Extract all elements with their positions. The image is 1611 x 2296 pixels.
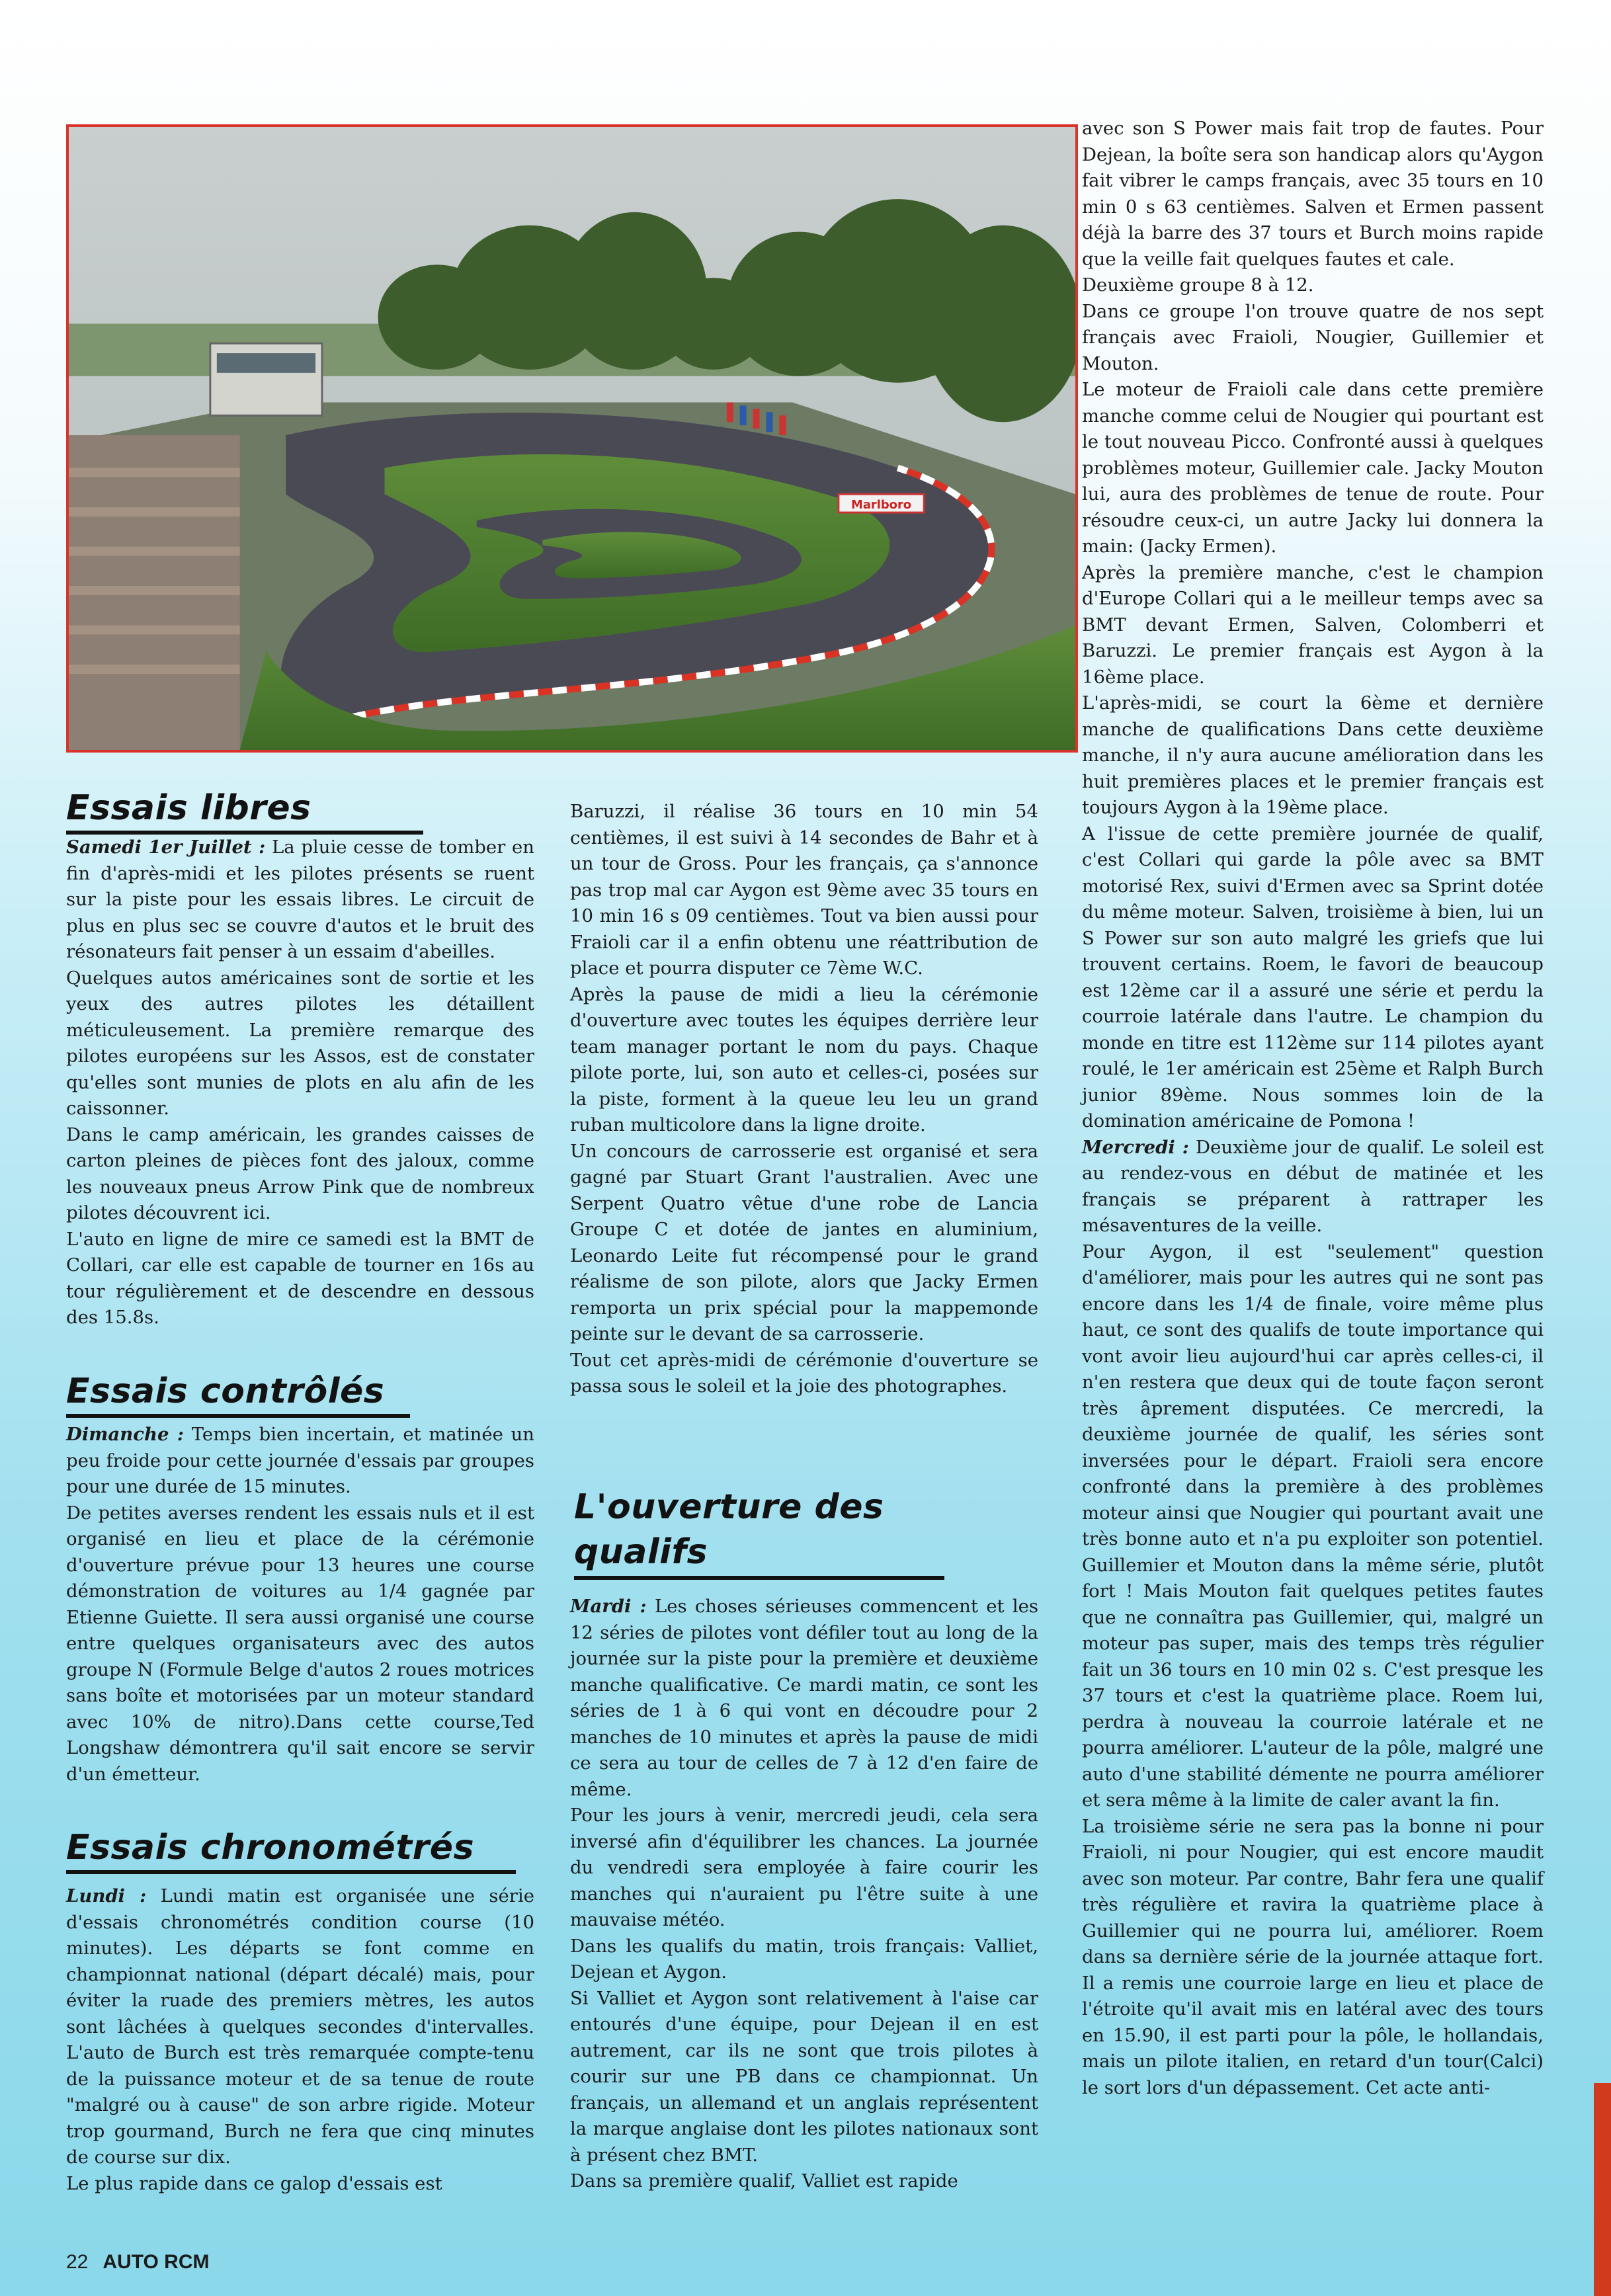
paragraph-text: La pluie cesse de tomber en fin d'après-midi et les pilotes présents se ruent sur la piste pour les essais libres. Le circuit de plus en plus sec se couvre d'autos et le bruit des résonateurs fait penser à un essaim d'abeilles.: [66, 837, 534, 962]
heading-essais-chronometres-text: Essais chronométrés: [66, 1828, 475, 1867]
paragraph: Dans les qualifs du matin, trois français: Valliet, Dejean et Aygon.: [570, 1935, 1038, 1983]
race-track-photo: [66, 124, 1078, 753]
heading-ouverture-qualifs-text: L'ouverture des qualifs: [574, 1487, 884, 1572]
heading-essais-chronometres: [66, 1826, 516, 1874]
paragraph-lead: Mardi :: [570, 1596, 647, 1617]
paragraph: [66, 1883, 534, 2171]
paragraph-text: Temps bien incertain, et matinée un peu froide pour cette journée d'essais par groupes pour une durée de 15 minutes.: [66, 1424, 534, 1497]
page-edge-strip: [1594, 2083, 1611, 2296]
paragraph: avec son S Power mais fait trop de fautes. Pour Dejean, la boîte sera son handicap alors qu'Aygon fait vibrer le camps français, avec 35 tours en 10 min 0 s 63 centièmes. Salven et Ermen passent déjà la barre des 37 tours et Burch moins rapide que la veille fait quelques fautes et cale.: [1082, 118, 1544, 270]
paragraph: Baruzzi, il réalise 36 tours en 10 min 54 centièmes, il est suivi à 14 secondes de Bahr et à un tour de Gross. Pour les français, ça s'annonce pas trop mal car Aygon est 9ème avec 35 tours en 10 min 16 s 09 centièmes. Tout va bien aussi pour Fraioli car il a enfin obtenu une réattribution de place et pourra disputer ce 7ème W.C.: [570, 801, 1038, 979]
heading-ouverture-qualifs: [574, 1485, 944, 1580]
paragraph: [570, 1594, 1038, 1803]
paragraph: Dans le camp américain, les grandes caisses de carton pleines de pièces font des jaloux, comme les nouveaux pneus Arrow Pink que de nombreux pilotes découvrent ici.: [66, 1124, 534, 1223]
column-1-section-3: [66, 1883, 534, 2197]
paragraph: Le plus rapide dans ce galop d'essais est: [66, 2172, 442, 2194]
paragraph: L'auto en ligne de mire ce samedi est la BMT de Collari, car elle est capable de tourner en 16s au tour régulièrement et de descendre en dessous des 15.8s.: [66, 1228, 534, 1328]
heading-essais-controles-text: Essais contrôlés: [66, 1372, 385, 1411]
paragraph: Tout cet après-midi de cérémonie d'ouverture se passa sous le soleil et la joie des photographes.: [570, 1349, 1038, 1397]
paragraph: Le moteur de Fraioli cale dans cette première manche comme celui de Nougier qui pourtant est le tout nouveau Picco. Confronté aussi à quelques problèmes moteur, Guillemier cale. Jacky Mouton lui, aura des problèmes de tenue de route. Pour résoudre ceux-ci, un autre Jacky lui donnera la main: (Jacky Ermen).: [1082, 379, 1544, 557]
paragraph: Pour Aygon, il est "seulement" question d'améliorer, mais pour les autres qui ne sont pas encore dans les 1/4 de finale, voire même plus haut, ce sont des qualifs de toute importance qui vont avoir lieu aujourd'hui car après celles-ci, il n'en restera que deux qui de toute façon seront très âprement disputées. Ce mercredi, la deuxième journée de qualif, les séries sont inversées pour le départ. Fraioli sera encore confronté dans la première à des problèmes moteur ainsi que Nougier qui pourtant avait une très bonne auto et n'a pu exploiter son potentiel. Guillemier et Mouton dans la même série, plutôt fort ! Mais Mouton fait quelques petites fautes que ne connaîtra pas Guillemier, qui, malgré un moteur pas super, mais des temps très régulier fait un 36 tours en 10 min 02 s. C'est presque les 37 tours et c'est la quatrième place. Roem lui, perdra à nouveau la courroie latérale et ne pourra améliorer. L'auteur de la pôle, malgré une auto d'une stabilité démente ne pourra améliorer et sera même à la limite de caler avant la fin.: [1082, 1241, 1544, 1811]
heading-underline: [574, 1576, 944, 1580]
paragraph: Quelques autos américaines sont de sortie et les yeux des autres pilotes les détaillent méticuleusement. La première remarque des pilotes européens sur les Assos, est de constater qu'elles sont munies de plots en alu afin de les caissonner.: [66, 967, 534, 1119]
page-footer: [66, 2251, 209, 2274]
paragraph: [1082, 1135, 1544, 1239]
paragraph-text: Deuxième jour de qualif. Le soleil est au rendez-vous en début de matinée et les français se préparent à rattraper les mésaventures de la veille.: [1082, 1136, 1544, 1236]
paragraph: [66, 835, 534, 965]
paragraph: L'après-midi, se court la 6ème et dernière manche de qualifications Dans cette deuxième manche, il n'y aura aucune amélioration dans les huit premières places et le premier français est toujours Aygon à la 19ème place.: [1082, 692, 1544, 818]
heading-underline: [66, 1414, 410, 1418]
paragraph-lead: Samedi 1er Juillet :: [66, 837, 266, 858]
paragraph: La troisième série ne sera pas la bonne ni pour Fraioli, ni pour Nougier, qui est encore maudit avec son moteur. Par contre, Bahr fera une qualif très régulière et ravira la quatrième place à Guillemier qui ne pourra lui, améliorer. Roem dans sa dernière série de la journée attaque fort. Il a remis une courroie large en lieu et place de l'étroite qu'il avait mis en latéral avec des tours en 15.90, il est parti pour la pôle, le hollandais, mais un pilote italien, en retard d'un tour(Calci) le sort lors d'un dépassement. Cet acte anti-: [1082, 1815, 1544, 2098]
paragraph: Un concours de carrosserie est organisé et sera gagné par Stuart Grant l'australien. Avec une Serpent Quatro vêtue d'une robe de Lancia Groupe C et dotée de jantes en aluminium, Leonardo Leite fut récompensé pour le grand réalisme de son pilote, alors que Jacky Ermen remporta un prix spécial pour la mappemonde peinte sur le devant de sa carrosserie.: [570, 1140, 1038, 1344]
paragraph: [66, 1422, 534, 1500]
column-1-section-2: [66, 1422, 534, 1787]
column-3: [1082, 116, 1544, 2101]
paragraph-lead: Dimanche :: [66, 1424, 185, 1445]
paragraph: De petites averses rendent les essais nuls et il est organisé en lieu et place de la cérémonie d'ouverture prévue pour 13 heures une course démonstration de voitures au 1/4 gagnée par Etienne Guiette. Il sera aussi organisé une course entre quelques organisateurs avec des autos groupe N (Formule Belge d'autos 2 roues motrices sans boîte et motorisées par un moteur standard avec 10% de nitro).Dans cette course,Ted Longshaw démontrera qu'il sait encore se servir d'un émetteur.: [66, 1502, 534, 1785]
paragraph: Dans sa première qualif, Valliet est rapide: [570, 2170, 958, 2192]
paragraph-lead: Lundi :: [66, 1885, 147, 1906]
paragraph-text: Les choses sérieuses commencent et les 12 séries de pilotes vont défiler tout au long de la journée sur la piste pour la première et deuxième manche qualificative. Ce mardi matin, ce sont les séries de 1 à 6 qui vont en découdre pour 2 manches de 10 minutes et après la pause de midi ce sera au tour de celles de 7 à 12 d'en faire de même.: [570, 1596, 1038, 1800]
paragraph-lead: Mercredi :: [1082, 1136, 1189, 1158]
page-number: 22: [66, 2251, 89, 2273]
paragraph: Pour les jours à venir, mercredi jeudi, cela sera inversé afin d'équilibrer les chances. La journée du vendredi sera employée à faire courir les manches qui n'auraient pu l'être suite à une mauvaise météo.: [570, 1805, 1038, 1930]
column-2-section-2: [570, 1594, 1038, 2195]
paragraph: A l'issue de cette première journée de qualif, c'est Collari qui garde la pôle avec sa BMT motorisé Rex, suivi d'Ermen avec sa Sprint dotée du même moteur. Salven, troisième à bien, lui un S Power sur son auto malgré les griefs que lui trouvent certains. Roem, le favori de beaucoup est 12ème car il a assuré une série et perdu la courroie latérale dans l'autre. Le champion du monde en titre est 112ème sur 114 pilotes ayant roulé, le 1er américain est 25ème et Ralph Burch junior 89ème. Nous sommes loin de la domination américaine de Pomona !: [1082, 823, 1544, 1131]
race-track-illustration: [69, 127, 1075, 750]
column-1-section-1: [66, 835, 534, 1331]
magazine-name: AUTO RCM: [103, 2251, 210, 2273]
heading-essais-controles: [66, 1370, 410, 1418]
paragraph: Après la pause de midi a lieu la cérémonie d'ouverture avec toutes les équipes derrière leur team manager portant le nom du pays. Chaque pilote porte, lui, son auto et celles-ci, posées sur la piste, forment à la queue leu leu un grand ruban multicolore dans la ligne droite.: [570, 983, 1038, 1135]
paragraph: Après la première manche, c'est le champion d'Europe Collari qui a le meilleur temps avec sa BMT devant Ermen, Salven, Colomberri et Baruzzi. Le premier français est Aygon à la 16ème place.: [1082, 561, 1544, 688]
heading-essais-libres: [66, 787, 423, 835]
marlboro-banner-text: Marlboro: [851, 498, 912, 512]
paragraph: Dans ce groupe l'on trouve quatre de nos sept français avec Fraioli, Nougier, Guillemier et Mouton.: [1082, 300, 1544, 374]
paragraph: Deuxième groupe 8 à 12.: [1082, 274, 1314, 296]
paragraph: Si Valliet et Aygon sont relativement à l'aise car entourés d'une équipe, pour Dejean il en est autrement, car ils ne sont que trois pilotes à courir sur une PB dans ce championnat. Un français, un allemand et un anglais représentent la marque anglaise dont les pilotes nationaux sont à présent chez BMT.: [570, 1987, 1038, 2166]
heading-essais-libres-text: Essais libres: [66, 788, 311, 828]
paragraph-text: Lundi matin est organisée une série d'essais chronométrés condition course (10 minutes). Les départs se font comme en championnat national (départ décalé) mais, pour éviter la ruade des premiers mètres, les autos sont lâchées à quelques secondes d'intervalles. L'auto de Burch est très remarquée compte-tenu de la puissance moteur et de sa tenue de route "malgré ou à cause" de son arbre rigide. Moteur trop gourmand, Burch ne fera que cinq minutes de course sur dix.: [66, 1885, 534, 2168]
column-2-section-1: [570, 799, 1038, 1400]
heading-underline: [66, 1870, 516, 1874]
